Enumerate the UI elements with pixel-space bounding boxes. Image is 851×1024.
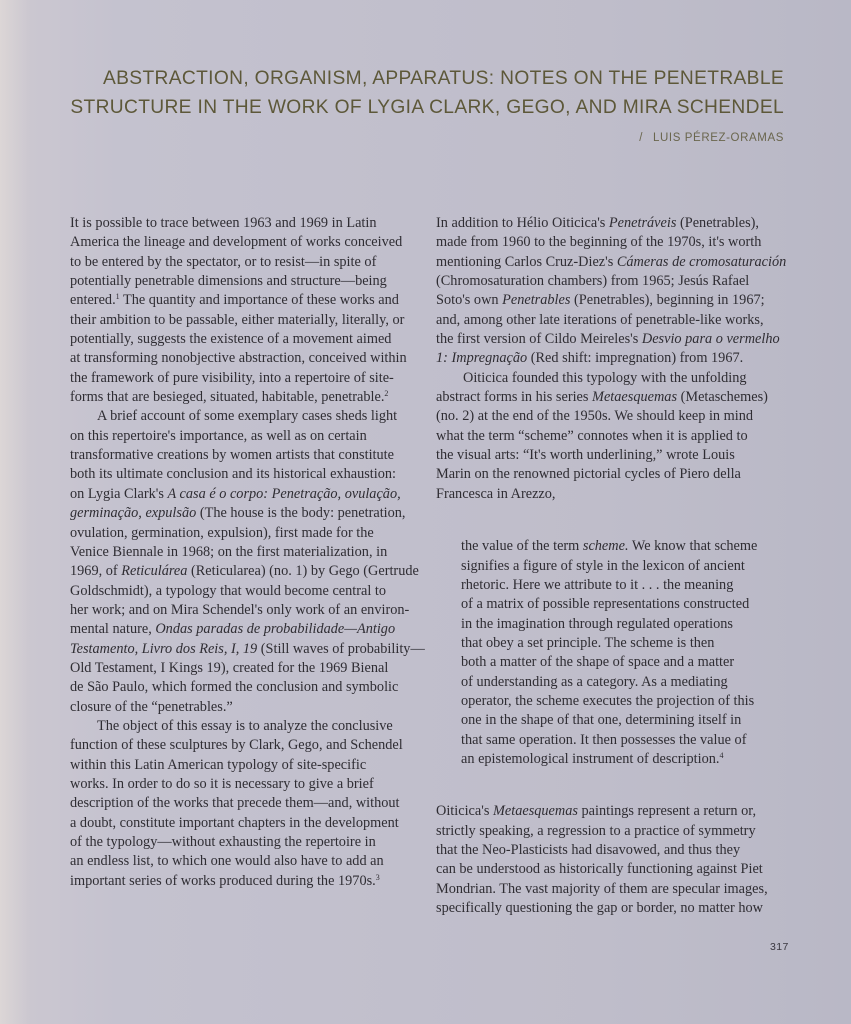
text-line: on this repertoire's importance, as well as on certain	[70, 427, 367, 444]
text-line: In addition to Hélio Oiticica's Penetráveis (Penetrables),	[436, 215, 759, 231]
text-line: operator, the scheme executes the projection of this	[461, 692, 755, 709]
text-line: 1: Impregnação (Red shift: impregnation) from 1967.	[436, 350, 744, 367]
text-line: their ambition to be passable, either materially, literally, or	[70, 311, 405, 328]
text-line: the first version of Cildo Meireles's Desvio para o vermelho	[436, 331, 780, 348]
text-line: mental nature, Ondas paradas de probabilidade—Antigo	[70, 621, 396, 638]
text-line: Old Testament, I Kings 19), created for the 1969 Bienal	[70, 659, 389, 676]
title-line: ABSTRACTION, ORGANISM, APPARATUS: NOTES ON THE PENETRABLE	[103, 68, 784, 89]
text-line: that same operation. It then possesses the value of	[461, 731, 747, 748]
text-line: America the lineage and development of works conceived	[70, 234, 403, 251]
text-line: transformative creations by women artists that constitute	[70, 447, 394, 464]
text-line: forms that are besieged, situated, habitable, penetrable.$^2$	[70, 389, 389, 406]
text-line: important series of works produced during the 1970s.$^3$	[70, 872, 380, 889]
text-line: de São Paulo, which formed the conclusion and symbolic	[70, 679, 399, 696]
text-line: potentially, suggests the existence of a movement aimed	[70, 331, 392, 348]
text-line: Oiticica founded this typology with the unfolding	[463, 369, 747, 386]
spacer	[436, 504, 796, 537]
text-line: It is possible to trace between 1963 and 1969 in Latin	[70, 215, 377, 231]
paragraph	[70, 214, 430, 407]
text-line: germinação, expulsão (The house is the body: penetration,	[70, 505, 406, 522]
title-line: STRUCTURE IN THE WORK OF LYGIA CLARK, GEGO, AND MIRA SCHENDEL	[70, 97, 784, 118]
text-line: the value of the term scheme. We know that scheme	[461, 538, 758, 555]
text-line: description of the works that precede them—and, without	[70, 795, 400, 812]
text-line: (no. 2) at the end of the 1950s. We should keep in mind	[436, 408, 754, 425]
text-line: her work; and on Mira Schendel's only work of an environ-	[70, 601, 410, 618]
text-line: both a matter of the shape of space and a matter	[461, 654, 735, 671]
text-line: an epistemological instrument of description.$^4$	[461, 750, 724, 767]
text-line: the framework of pure visibility, into a repertoire of site-	[70, 369, 394, 386]
text-line: to be entered by the spectator, or to resist—in spite of	[70, 253, 377, 270]
text-line: closure of the “penetrables.”	[70, 698, 233, 715]
text-line: mentioning Carlos Cruz-Diez's Cámeras de cromosaturación	[436, 253, 787, 270]
paragraph	[436, 214, 796, 369]
text-line: an endless list, to which one would also have to add an	[70, 853, 384, 870]
essay-title	[64, 64, 784, 122]
text-line: at transforming nonobjective abstraction, conceived within	[70, 350, 407, 367]
text-line: Goldschmidt), a typology that would become central to	[70, 582, 387, 599]
text-line: in the imagination through regulated operations	[461, 615, 733, 632]
text-line: function of these sculptures by Clark, Gego, and Schendel	[70, 737, 403, 754]
text-line: Francesca in Arezzo,	[436, 485, 556, 502]
text-line: one in the shape of that one, determining itself in	[461, 712, 742, 729]
text-line: the visual arts: “It's worth underlining,” wrote Louis	[436, 447, 735, 464]
text-line: potentially penetrable dimensions and structure—being	[70, 273, 387, 290]
paragraph	[70, 717, 430, 891]
text-line: Soto's own Penetrables (Penetrables), beginning in 1967;	[436, 292, 765, 309]
text-line: Oiticica's Metaesquemas paintings represent a return or,	[436, 803, 757, 820]
left-column	[70, 214, 430, 891]
text-line: and, among other late iterations of penetrable-like works,	[436, 311, 764, 328]
right-column	[436, 214, 796, 918]
text-line: entered.$^1$ The quantity and importance of these works and	[70, 292, 399, 309]
byline-slash: /	[639, 132, 644, 144]
text-line: strictly speaking, a regression to a practice of symmetry	[436, 822, 756, 839]
text-line: on Lygia Clark's A casa é o corpo: Penetração, ovulação,	[70, 485, 401, 502]
text-line: Testamento, Livro dos Reis, I, 19 (Still waves of probability—	[70, 640, 425, 657]
text-line: of the typology—without exhausting the repertoire in	[70, 834, 376, 850]
text-line: that obey a set principle. The scheme is then	[461, 634, 715, 651]
text-line: a doubt, constitute important chapters in the development	[70, 814, 399, 831]
text-line: Marin on the renowned pictorial cycles of Piero della	[436, 466, 741, 483]
text-line: Venice Biennale in 1968; on the first materialization, in	[70, 543, 388, 560]
author-name: LUIS PÉREZ-ORAMAS	[653, 132, 784, 144]
spacer	[436, 769, 796, 802]
byline	[639, 132, 784, 144]
text-line: ovulation, germination, expulsion), first made for the	[70, 524, 374, 541]
paragraph	[436, 369, 796, 504]
paragraph	[436, 802, 796, 918]
text-line: signifies a figure of style in the lexicon of ancient	[461, 557, 745, 574]
text-line: The object of this essay is to analyze the conclusive	[97, 717, 393, 734]
text-line: (Chromosaturation chambers) from 1965; Jesús Rafael	[436, 273, 750, 290]
text-line: rhetoric. Here we attribute to it . . . the meaning	[461, 576, 734, 593]
text-line: that the Neo-Plasticists had disavowed, and thus they	[436, 841, 741, 858]
text-line: of understanding as a category. As a mediating	[461, 673, 728, 690]
text-line: works. In order to do so it is necessary to give a brief	[70, 775, 374, 792]
text-line: specifically questioning the gap or border, no matter how	[436, 900, 763, 916]
text-line: within this Latin American typology of site-specific	[70, 756, 367, 773]
text-line: 1969, of Reticulárea (Reticularea) (no. 1) by Gego (Gertrude	[70, 563, 419, 580]
page-number: 317	[770, 941, 789, 953]
text-line: both its ultimate conclusion and its historical exhaustion:	[70, 466, 397, 483]
paragraph	[70, 407, 430, 717]
text-line: made from 1960 to the beginning of the 1970s, it's worth	[436, 234, 762, 251]
text-line: of a matrix of possible representations constructed	[461, 596, 750, 613]
text-line: Mondrian. The vast majority of them are specular images,	[436, 880, 768, 897]
text-line: what the term “scheme” connotes when it is applied to	[436, 427, 748, 444]
block-quote	[436, 537, 796, 769]
text-line: A brief account of some exemplary cases sheds light	[97, 408, 398, 425]
text-line: can be understood as historically functioning against Piet	[436, 861, 763, 878]
text-line: abstract forms in his series Metaesquemas (Metaschemes)	[436, 389, 768, 406]
